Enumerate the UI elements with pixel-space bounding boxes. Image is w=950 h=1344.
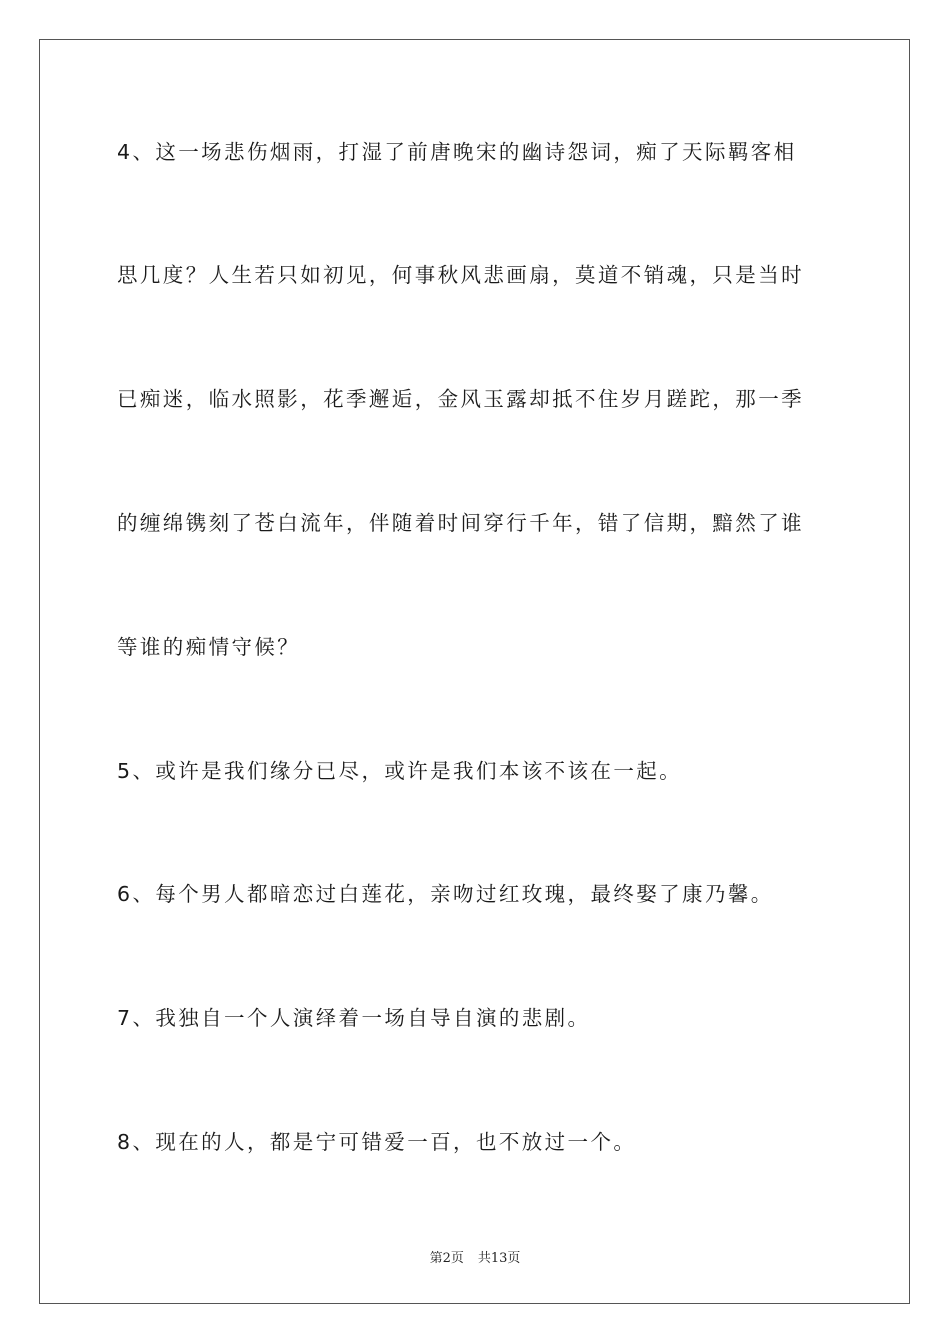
paragraph-7: 7、我独自一个人演绎着一场自导自演的悲剧。 <box>117 1006 591 1030</box>
page-border <box>39 39 910 1304</box>
paragraph-4-line-5: 等谁的痴情守候？ <box>117 635 301 659</box>
paragraph-8: 8、现在的人，都是宁可错爱一百，也不放过一个。 <box>117 1130 637 1154</box>
paragraph-5: 5、或许是我们缘分已尽，或许是我们本该不该在一起。 <box>117 759 683 783</box>
current-page-number: 第2页 <box>429 1251 464 1266</box>
paragraph-4-line-1: 4、这一场悲伤烟雨，打湿了前唐晚宋的幽诗怨词，痴了天际羁客相 <box>117 140 797 164</box>
paragraph-4-line-2: 思几度？人生若只如初见，何事秋风悲画扇，莫道不销魂，只是当时 <box>117 263 804 287</box>
total-page-count: 共13页 <box>477 1251 521 1266</box>
page-footer <box>0 1247 950 1266</box>
paragraph-4-line-3: 已痴迷，临水照影，花季邂逅，金风玉露却抵不住岁月蹉跎，那一季 <box>117 387 804 411</box>
paragraph-6: 6、每个男人都暗恋过白莲花，亲吻过红玫瑰，最终娶了康乃馨。 <box>117 882 774 906</box>
paragraph-4-line-4: 的缠绵镌刻了苍白流年，伴随着时间穿行千年，错了信期，黯然了谁 <box>117 511 804 535</box>
